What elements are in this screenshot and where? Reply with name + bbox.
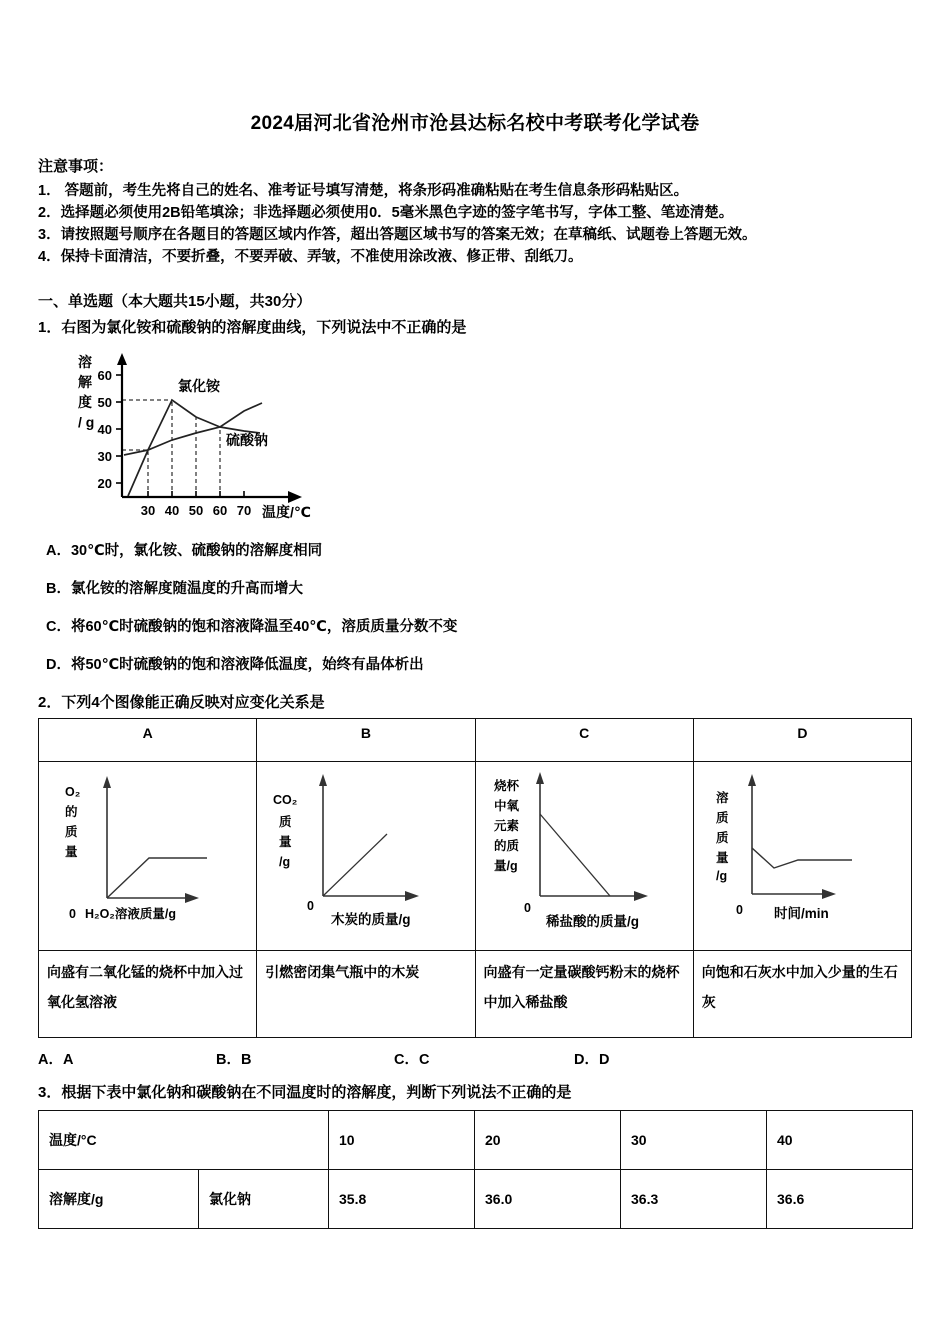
temperature-value-2: 20 — [475, 1111, 621, 1170]
question-1-option-c[interactable]: C．将60℃时硫酸钠的饱和溶液降温至40℃，溶质质量分数不变 — [46, 619, 458, 635]
y-tick-20: 20 — [97, 476, 112, 491]
section-heading: 一、单选题（本大题共15小题，共30分） — [38, 293, 312, 310]
y-tick-60: 60 — [97, 368, 112, 383]
svg-text:时间/min: 时间/min — [773, 906, 829, 921]
question-1-stem: 1．右图为氯化铵和硫酸钠的溶解度曲线，下列说法中不正确的是 — [38, 319, 467, 336]
svg-text:0: 0 — [307, 899, 315, 913]
page-title: 2024届河北省沧州市沧县达标名校中考联考化学试卷 — [250, 113, 700, 134]
header-cell-d: D — [693, 719, 911, 762]
y-tick-50: 50 — [97, 395, 112, 410]
y-tick-40: 40 — [97, 422, 112, 437]
svg-text:量: 量 — [279, 835, 292, 849]
caption-cell-b: 引燃密闭集气瓶中的木炭 — [257, 951, 475, 1038]
svg-text:木炭的质量/g: 木炭的质量/g — [331, 912, 411, 927]
graph-cell-a — [39, 762, 257, 951]
table-header-row — [39, 719, 912, 762]
svg-text:度: 度 — [78, 394, 92, 410]
graph-cell-c — [475, 762, 693, 951]
question-3-stem: 3．根据下表中氯化钠和碳酸钠在不同温度时的溶解度，判断下列说法不正确的是 — [38, 1084, 572, 1101]
question-2-table — [38, 718, 912, 1038]
question-1-option-d[interactable]: D．将50℃时硫酸钠的饱和溶液降低温度，始终有晶体析出 — [46, 657, 424, 673]
series-label-ammonium-chloride: 氯化铵 — [178, 378, 220, 394]
y-tick-30: 30 — [97, 449, 112, 464]
svg-text:稀盐酸的质量/g: 稀盐酸的质量/g — [545, 914, 639, 929]
graph-cell-d — [693, 762, 911, 951]
svg-text:中氧: 中氧 — [493, 799, 519, 813]
graph-cell-b — [257, 762, 475, 951]
notice-line-3: 3．请按照题号顺序在各题目的答题区域内作答，超出答题区域书写的答案无效；在草稿纸、试题卷上答题无效。 — [38, 227, 757, 243]
question-1-option-b[interactable]: B．氯化铵的溶解度随温度的升高而增大 — [46, 581, 303, 597]
solubility-curve-figure — [50, 345, 350, 525]
question-2-answers — [38, 1048, 912, 1069]
question-3-table — [38, 1110, 913, 1229]
option-c-graph — [484, 768, 716, 940]
notice-line-2: 2．选择题必须使用2B铅笔填涂；非选择题必须使用0．5毫米黑色字迹的签字笔书写，字体工整、笔迹清楚。 — [38, 205, 734, 221]
data-row-solubility — [39, 1170, 913, 1229]
solubility-value-2: 36.0 — [475, 1170, 621, 1229]
caption-cell-a: 向盛有二氧化锰的烧杯中加入过氧化氢溶液 — [39, 951, 257, 1038]
x-tick-30: 30 — [140, 503, 156, 518]
svg-text:的: 的 — [65, 805, 78, 819]
svg-text:溶: 溶 — [715, 791, 729, 805]
svg-text:的质: 的质 — [493, 839, 519, 853]
header-cell-a: A — [39, 719, 257, 762]
svg-text:/g: /g — [715, 869, 727, 883]
temperature-value-1: 10 — [329, 1111, 475, 1170]
x-tick-60: 60 — [212, 503, 228, 518]
question-2-stem: 2．下列4个图像能正确反映对应变化关系是 — [38, 694, 325, 711]
question-2-answer-b[interactable]: B．B — [216, 1052, 252, 1068]
svg-text:质: 质 — [65, 825, 78, 839]
notice-line-4: 4．保持卡面清洁，不要折叠，不要弄破、弄皱，不准使用涂改液、修正带、刮纸刀。 — [38, 249, 583, 265]
table-caption-row — [39, 951, 912, 1038]
svg-text:CO₂: CO₂ — [273, 793, 298, 807]
series-label-sodium-sulfate: 硫酸钠 — [226, 432, 268, 448]
data-row-temperature — [39, 1111, 913, 1170]
x-tick-70: 70 — [236, 503, 252, 518]
option-a-graph — [47, 768, 261, 940]
svg-text:质: 质 — [715, 811, 729, 825]
svg-text:量: 量 — [65, 845, 78, 859]
x-axis-label: 温度/℃ — [262, 504, 311, 520]
svg-text:质: 质 — [715, 831, 729, 845]
svg-text:元素: 元素 — [493, 819, 519, 833]
header-cell-b: B — [257, 719, 475, 762]
solubility-label: 溶解度/g — [39, 1170, 199, 1229]
question-1-option-a[interactable]: A．30℃时，氯化铵、硫酸钠的溶解度相同 — [46, 543, 323, 559]
svg-text:量/g: 量/g — [493, 859, 518, 873]
header-cell-c: C — [475, 719, 693, 762]
solubility-value-3: 36.3 — [621, 1170, 767, 1229]
temperature-value-4: 40 — [767, 1111, 913, 1170]
svg-text:0: 0 — [523, 901, 531, 915]
option-b-graph — [265, 768, 479, 940]
question-2-answer-a[interactable]: A．A — [38, 1052, 74, 1068]
option-d-graph — [702, 768, 898, 940]
y-axis-label: 溶 — [78, 354, 92, 370]
notice-line-1: 1． 答题前，考生先将自己的姓名、准考证号填写清楚，将条形码准确粘贴在考生信息条形码粘贴区。 — [38, 183, 689, 199]
caption-cell-d: 向饱和石灰水中加入少量的生石灰 — [693, 951, 911, 1038]
substance-label: 氯化钠 — [199, 1170, 329, 1229]
svg-text:/g: /g — [279, 855, 291, 869]
temperature-label: 温度/°C — [39, 1111, 329, 1170]
x-tick-40: 40 — [164, 503, 180, 518]
svg-text:烧杯: 烧杯 — [493, 779, 519, 793]
solubility-value-1: 35.8 — [329, 1170, 475, 1229]
table-graph-row — [39, 762, 912, 951]
notice-heading: 注意事项： — [38, 158, 114, 175]
svg-text:/ g: / g — [78, 414, 95, 430]
question-2-answer-c[interactable]: C．C — [394, 1052, 430, 1068]
caption-cell-c: 向盛有一定量碳酸钙粉末的烧杯中加入稀盐酸 — [475, 951, 693, 1038]
svg-text:O₂: O₂ — [65, 785, 81, 799]
svg-text:解: 解 — [78, 374, 92, 390]
svg-text:质: 质 — [279, 815, 292, 829]
solubility-value-4: 36.6 — [767, 1170, 913, 1229]
svg-text:0: 0 — [735, 903, 743, 917]
question-2-answer-d[interactable]: D．D — [574, 1052, 610, 1068]
x-tick-50: 50 — [188, 503, 204, 518]
svg-text:量: 量 — [715, 851, 729, 865]
svg-text:0: 0 — [69, 907, 76, 921]
svg-text:H₂O₂溶液质量/g: H₂O₂溶液质量/g — [85, 907, 176, 921]
notice-section — [38, 155, 912, 268]
temperature-value-3: 30 — [621, 1111, 767, 1170]
